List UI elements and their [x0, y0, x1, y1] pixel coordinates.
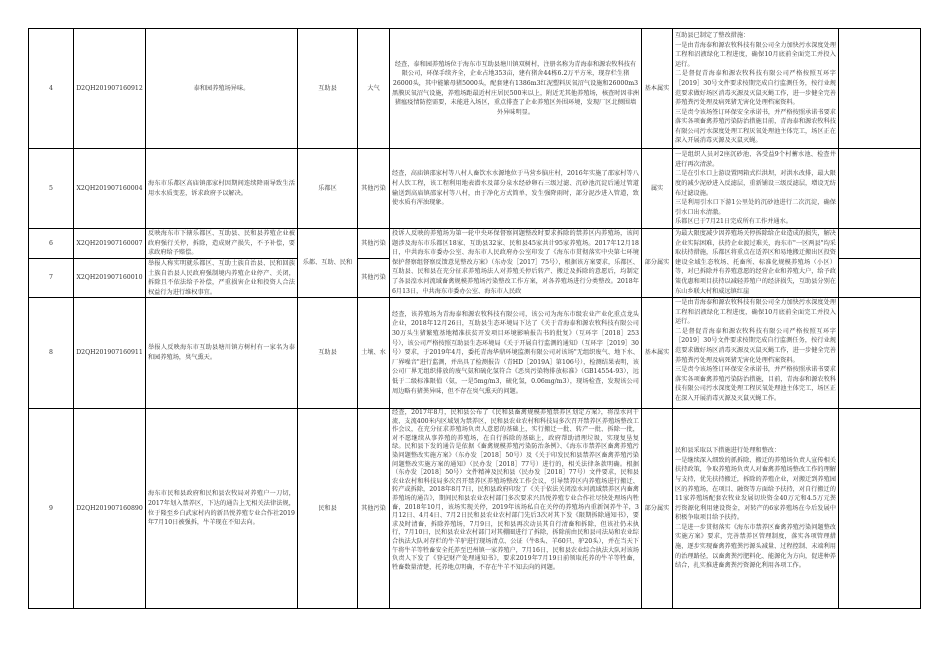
row-number: 7 — [29, 259, 74, 298]
investigation-text: 经查，高庙镇邵家村等八村人畜饮水水源地位于马营乡脑庄村，2016年实施了邵家村等八村人饮工程，该工程利用地表潜水及部分泉水经砂卵石三级过滤、沉砂池沉淀后通过管道输送到高庙镇邵家村等八村，由于净化方式简单，发生强降雨时，部分泥沙进入管道，致使水质有浑浊现象。 — [390, 149, 642, 229]
complaint-text-content: 举报人称实明就乐都区、互助土族自治县、民和回族土族自治县人民政府强制境内养殖企业停产、关闭，拆除且不依法给予补偿，严重损害企业和投资人合法权益行为进行维权事宜。 — [148, 260, 295, 296]
table-row — [29, 229, 921, 259]
rectification-text: 互助县已制定了整改措施： 一是由青海泰和源农牧科技有限公司全力加快污水深度处理工程和沼液绿化工程进度，确保10月底前全面完工并投入运行。 二是督促青海泰和源农牧科技有限公司严格按照互环字［2019］30号文件要求按期完成自行监测任务，按行业规范要求做好场区消毒灭源及灭鼠灭蝇工作，进一步健全完善养殖粪污处理及病死猪无害化处理档案资料。 三是责令该场签订环保安全承诺书，并严格按照承诺书要求落实各项畜禽养殖污染防治措施目前，青海泰和源农牧科技有限公司污水深度处理工程厌氧处理池主体完工，场区正在深入开展消毒灭源及灭鼠灭蝇。 — [673, 29, 839, 149]
pollution-type: 其他污染 — [358, 259, 390, 298]
case-id: D2QH201907160912 — [74, 29, 146, 149]
investigation-text-content: 经查，2017年8月，民和县公布了《民和县畜禽规模养殖禁养区划定方案》，将湟水河干流、支流400米内区域划为禁养区，民和县农业农村和科技局多次召开禁养区养殖场整改工作会议，在充分征求养殖场负责人意愿的基础上，实行搬迁一批、转产一批、拆除一批，对不愿继续从事养殖的养殖场，在自行拆除的基础上，政府帮助清理垃圾，实现复垦复绿。民和县下发的通告是依据《畜禽规模养殖污染防治条例》、《海东市禁养区畜禽养殖污染问题整改实施方案》（东办发［2018］50号）及《关于印发民和县禁养区畜禽养殖污染问题整改实施方案的通知》（民办发［2018］77号）进行的，相关法律条款明确。根据（东办发［2018］50号）文件精神及民和县（民办发［2018］77号）文件要求，民和县农业农村和科技局多次召开禁养区养殖场整改工作会议，引导禁养区内养殖场进行搬迁、转产或拆除，2018年8月7日，民和县政府印发了《关于依法关闭湟水河流域禁养区内畜禽养殖场的通告》，期间民和县农业农村部门多次要求兴昌悦养殖专业合作社尽快处理场内牲畜，2018年10月，该场实现关停，2019年该场私自在关停的养殖场内重新饲养牛羊，3月12日、4月4日、7月2日民和县农业农村部门先后3次对其下发《限期拆除通知书》，要求及时清畜，拆除养殖场，7月9日，民和县再次动员其自行清畜和拆除，但该社仍未执行，7月10日，民和县农业农村部门对其棚圈进行了拆除，拆除前由民和县司法局和农业综合执法大队对存栏的牛羊驴进行现场清点、公证（牛8头、羊60只、驴20头），并在当天下午将牛羊等牲畜安全托养至巴州镇一家养殖户，7月16日，民和县农业综合执法大队对该场负责人下发了《登记财产处理通知书》，要求2019年7月19日前领取托养的牛羊等牲畜，牲畜数量清楚，托养地点明确，不存在牛羊不知去向的问题。 — [392, 409, 639, 571]
case-id: D2QH201907160911 — [74, 298, 146, 409]
rectification-text-content: 为最大限度减少因养殖场关停拆除给企业造成的损失，解决企业实际困难，扶持企业渡过难关，海东市"一区两县"均采取扶持措施，乐都区将重点在适养区和易地搬迁搬出区投资建设全域生态牧场、托畜所、标准化规模养殖场（小区）等，对已拆除并有养殖意愿的经营企业和养殖大户，给予政策优惠和项目扶持以减轻养殖户的经济损失，互助县分别在东山乡联大村和威远镇红崖 — [675, 230, 836, 295]
case-id: X2QH201907160010 — [74, 259, 146, 298]
row-number: 4 — [29, 29, 74, 149]
pollution-type: 其他污染 — [358, 409, 390, 609]
investigation-text — [390, 229, 642, 298]
verdict: 部分属实 — [642, 229, 673, 298]
row-number: 5 — [29, 149, 74, 229]
complaint-text-content: 反映海东市下辖乐都区、互助县、民和县养殖企业被政府强行关停，拆除，造成财产损失，不予补偿，要求政府给予赔偿。 — [148, 230, 295, 257]
rectification-text: 民和县采取以下措施进行处理和整改： 一是继续深入细致的抓拆除，搬迁的养殖场负责人宣传相关扶持政策，争取养殖场负责人对畜禽养殖场整改工作的理解与支持，优先扶持搬迁，拆除的养殖企业，对搬迁到养殖园区的养殖场，在项目、融资等方面给予扶持，对自行搬迁的11家养殖场配套农牧业发展切块资金40万元和4.5万元粪污资源化利用建设资金，对转产的6家养殖场在今后发展中积极争取项目给予扶持。 二是进一步贯彻落实《海东市禁养区畜禽养殖污染问题整改实施方案》要求，完善禁养区管理制度，落实各项管理措施，逐步实现畜禽养殖粪污源头减量、过程控制、末端利用的治理路径，以畜禽粪污肥料化、能源化为方向，促进种养结合，扎实推进畜禽粪污资源化利用各项工作。 — [673, 409, 839, 609]
pollution-type: 大气 — [358, 29, 390, 149]
table-row — [29, 298, 921, 409]
row-number: 8 — [29, 298, 74, 409]
complaint-text: 海东市民和县政府和民和县农牧局对养殖户一刀切，2017年划入禁养区，下达的通告上无相关法律法规，位于隆至乡白武家村内的新昌悦养殖专业合作社2019年7月10日被强拆，牛羊现在不知去向。 — [146, 409, 298, 609]
row-number: 9 — [29, 409, 74, 609]
district: 乐都区 — [298, 149, 358, 229]
case-id: X2QH201907160007 — [74, 229, 146, 259]
district: 民和县 — [298, 409, 358, 609]
pollution-type: 其他污染 — [358, 229, 390, 259]
verdict: 基本属实 — [642, 298, 673, 409]
investigation-text-content: 投诉人反映的养殖场为第一轮中央环保督察问题整改时要求拆除的禁养区内养殖场，该问题涉及海东市乐都区18家、互助县32家、民和县45家共计95家养殖场。2017年12月18日，中共海东市委办公室、海东市人民政府办公室印发了《海东市贯彻落实中央第七环境保护督察组督察反馈意见整改方案》（东办发［2017］75号），根据该方案要求，乐都区、互助县、民和县在充分征求养殖场法人对养殖关停后转产、搬迁及拆除的意愿后，均制定了各县湟水河流域畜禽规模养殖场污染整改工作方案，对各养殖场进行分类整改。2018年6月13日，中共海东市委办公室、海东市人民政 — [392, 230, 639, 295]
rectification-text-content: 一是由青海泰和源农牧科技有限公司全力加快污水深度处理工程和沼液绿化工程进度，确保10月底前全面完工并投入运行。 二是督促青海泰和源农牧科技有限公司严格按照互环字［2019］30号文件要求按期完成自行监测任务，按行业规范要求做好场区消毒灭源及灭鼠灭蝇工作，进一步健全完善养殖粪污处理及病死猪无害化处理档案资料。 三是责令该场签订环保安全承诺书，并严格按照承诺书要求落实各项畜禽养殖污染防治措施，目前，青海泰和源农牧科技有限公司污水深度处理工程厌氧处理池主体完工，场区正在深入开展消毒灭源及灭鼠灭蝇工作。 — [675, 299, 836, 402]
rectification-text — [673, 298, 839, 409]
case-id: D2QH201907160890 — [74, 409, 146, 609]
pollution-type: 土壤、水 — [358, 298, 390, 409]
remark-cell — [839, 229, 921, 259]
remark-cell — [839, 298, 921, 409]
verdict: 部分属实 — [642, 409, 673, 609]
complaint-table — [28, 28, 921, 609]
complaint-text: 举报人反映海东市互助县塘川镇方树村有一家名为泰和园养殖场，臭气熏天。 — [146, 298, 298, 409]
verdict: 基本属实 — [642, 29, 673, 149]
district: 乐都、互助、民和 — [298, 229, 358, 298]
rectification-text: 一是组织人员对2座沉砂池、各受益9个村蓄水池、检查井进行再次清淤。 二是在引水口上游设置网箱式拦洪坝，对洪水改排，最大限度的减少泥砂进入反滤层，重新铺设三级反滤层，增设无纺布过滤设施。 三是利用引水口下游1公里处的沉砂池进行二次沉淀，确保引水口出水清澈。 乐都区已于7月21日完成所有工作并通水。 — [673, 149, 839, 229]
investigation-text: 经查，泰和园养殖场位于海东市互助县塘川镇双树村，注册名称为青海泰和源农牧科技有限公司，环保手续齐全，企业占地353亩，建有猪舍44栋6.2万平方米，现存栏生猪26000头，其中能繁母猪5000头，配套建有1386m3红泥塑料厌氧沼气设施和26000m3黑膜厌氧沼气设施，养殖场距最近村庄居民500米以上，附近无其他养殖场，核查时因非洲猪瘟疫情防控需要，未能进入场区，重点排查了企业养殖区外围环境，发现厂区北侧围墙外异味明显。 — [390, 29, 642, 149]
table-row — [29, 409, 921, 609]
remark-cell — [839, 259, 921, 298]
table-row — [29, 149, 921, 229]
pollution-type: 其他污染 — [358, 149, 390, 229]
investigation-text — [390, 409, 642, 609]
investigation-text: 经查，该养殖场为青海泰和源农牧科技有限公司，该公司为海东市级农业产业化重点龙头企业，2018年12月26日，互助县生态环境局下达了《关于青海泰和源农牧科技有限公司30万头生猪繁殖基地精准扶贫开发项目环境影响报告书的批复》（互环字［2018］253号），该公司严格按照互助县生态环境局《关于开展自行监测的通知》（互环字［2019］30号）要求，于2019年4月，委托青海华鼎环境监测有限公司对该场"无组织废气、地下水、厂界噪音"进行监测，并出具了检测报告（青HD［2019A］第106号），检测结果表明，该公司厂界无组织排放的废气氨和硫化氢符合《恶臭污染物排放标准》（GB14554-93），远低于二级标准限值（氨，一是5mg/m3，硫化氢，0.06mg/m3），现场检查，发现该公司周边略有猪粪异味，但不存在臭气熏天的问题。 — [390, 298, 642, 409]
complaint-text — [146, 229, 298, 259]
verdict: 属实 — [642, 149, 673, 229]
remark-cell — [839, 29, 921, 149]
rectification-text — [673, 229, 839, 298]
remark-cell — [839, 149, 921, 229]
table-row — [29, 29, 921, 149]
district: 互助县 — [298, 298, 358, 409]
case-id: X2QH201907160004 — [74, 149, 146, 229]
row-number: 6 — [29, 229, 74, 259]
complaint-text: 海东市乐都区高庙镇邵家村因期间连续降雨导致生活用水水质变差，诉求政府予以解决。 — [146, 149, 298, 229]
district: 互助县 — [298, 29, 358, 149]
complaint-text — [146, 259, 298, 298]
remark-cell — [839, 409, 921, 609]
complaint-text: 泰和园养殖场异味。 — [146, 29, 298, 149]
